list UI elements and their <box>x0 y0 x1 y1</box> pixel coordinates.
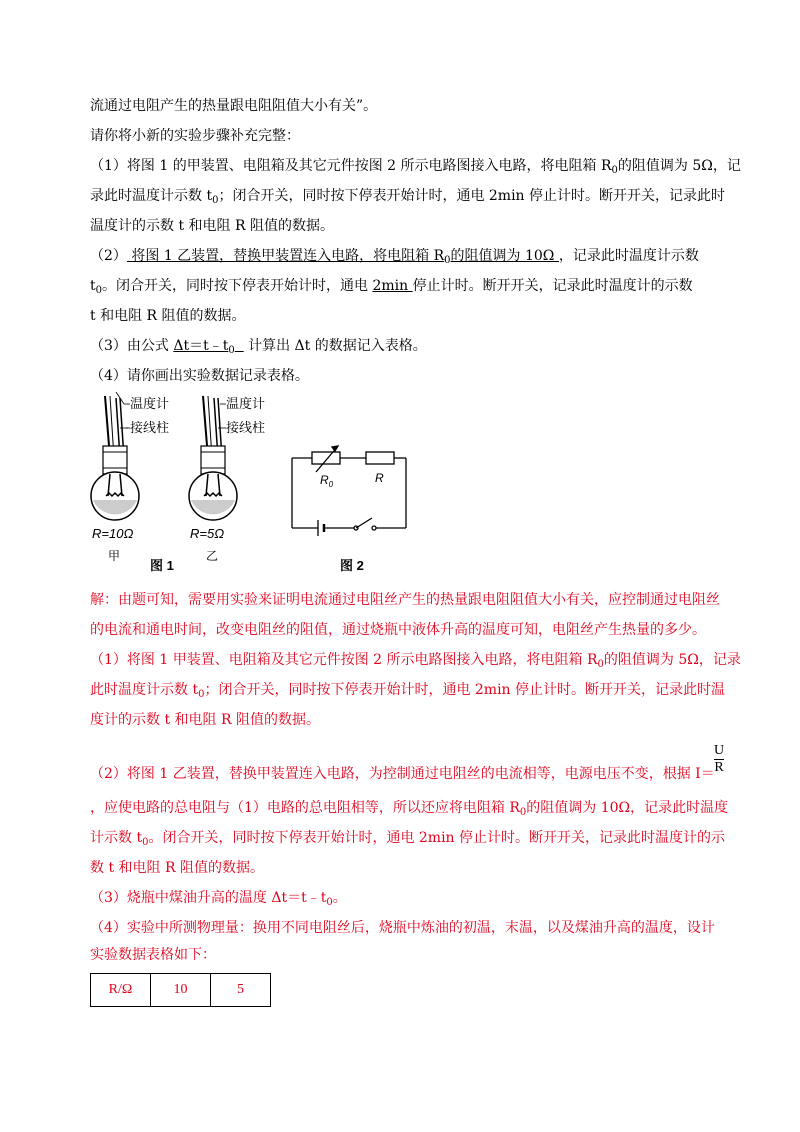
step-2-line: （2） 将图 1 乙装置，替换甲装置连入电路，将电阻箱 $R_0$的阻值调为 10Ω ，记录此时温度计示数 <box>90 248 699 266</box>
table-cell: R/Ω <box>91 974 151 1007</box>
label-r-jia: R=10Ω <box>92 526 134 541</box>
table-cell: 10 <box>151 974 211 1007</box>
text-line: 流通过电阻产生的热量跟电阻阻值大小有关”。 <box>90 98 378 114</box>
label-r-yi: R=5Ω <box>190 526 225 541</box>
answer-line: 度计的示数 t 和电阻 R 阻值的数据。 <box>90 712 320 728</box>
data-record-table <box>90 973 271 1007</box>
answer-line: （3）烧瓶中煤油升高的温度 $\Delta t=t﹣t_0$。 <box>90 890 347 908</box>
table-row <box>91 974 271 1007</box>
answer-line: 解：由题可知，需要用实验来证明电流通过电阻丝产生的热量跟电阻阻值大小有关，应控制通过电阻丝 <box>90 592 720 608</box>
fraction-u-over-r: U R <box>714 743 725 775</box>
caption-fig1: 图 1 <box>150 558 174 573</box>
step-1-line: 温度计的示数 t 和电阻 R 阻值的数据。 <box>90 218 334 234</box>
label-r: R <box>375 471 384 485</box>
step-2-line: t 和电阻 R 阻值的数据。 <box>90 308 246 324</box>
answer-line: ，应使电路的总电阻与（1）电路的总电阻相等，所以还应将电阻箱 $R_0$的阻值调为 10Ω，记录此时温度 <box>90 800 729 818</box>
step-4-line: （4）请你画出实验数据记录表格。 <box>90 368 309 384</box>
answer-line: 此时温度计示数 $t_0$；闭合开关，同时按下停表开始计时，通电 2min 停止计时。断开开关，记录此时温 <box>90 682 726 700</box>
label-thermometer: 温度计 <box>130 396 170 411</box>
label-terminal: 接线柱 <box>130 420 170 435</box>
circuit-diagram <box>292 446 406 536</box>
label-terminal: 接线柱 <box>226 420 266 435</box>
label-r0: $R_0$ <box>320 473 334 489</box>
step-3-line: （3）由公式 $\Delta t=t﹣t_0$ 计算出 Δt 的数据记入表格。 <box>90 338 427 356</box>
answer-line: （1）将图 1 甲装置、电阻箱及其它元件按图 2 所示电路图接入电路，将电阻箱 $R_0$的阻值调为 5Ω，记录 <box>90 652 741 670</box>
table-cell: 5 <box>211 974 271 1007</box>
apparatus-yi <box>189 396 265 563</box>
experiment-figure <box>90 388 420 578</box>
caption-fig2: 图 2 <box>340 558 364 573</box>
answer-line: （2）将图 1 乙装置，替换甲装置连入电路，为控制通过电阻丝的电流相等，电源电压不变，根据 I＝ <box>90 766 715 782</box>
label-yi: 乙 <box>206 549 219 563</box>
apparatus-jia <box>91 392 169 563</box>
step-2-line: $t_0$。闭合开关，同时按下停表开始计时，通电 2min 停止计时。断开开关，记录此时温度计的示数 <box>90 278 693 296</box>
answer-line: 计示数 $t_0$。闭合开关，同时按下停表开始计时，通电 2min 停止计时。断开开关，记录此时温度计的示 <box>90 830 726 848</box>
answer-line: （4）实验中所测物理量：换用不同电阻丝后，烧瓶中炼油的初温，末温，以及煤油升高的温度，设计 <box>90 920 715 936</box>
answer-line: 的电流和通电时间，改变电阻丝的阻值，通过烧瓶中液体升高的温度可知，电阻丝产生热量的多少。 <box>90 622 706 638</box>
step-1-line: （1）将图 1 的甲装置、电阻箱及其它元件按图 2 所示电路图接入电路，将电阻箱 $R_0$的阻值调为 5Ω，记 <box>90 158 741 176</box>
label-thermometer: 温度计 <box>226 396 266 411</box>
label-jia: 甲 <box>108 549 121 563</box>
text-line: 请你将小新的实验步骤补充完整： <box>90 128 300 144</box>
answer-line: 实验数据表格如下： <box>90 947 216 963</box>
step-1-line: 录此时温度计示数 $t_0$；闭合开关，同时按下停表开始计时，通电 2min 停止计时。断开开关，记录此时 <box>90 188 726 206</box>
answer-line: 数 t 和电阻 R 阻值的数据。 <box>90 860 264 876</box>
